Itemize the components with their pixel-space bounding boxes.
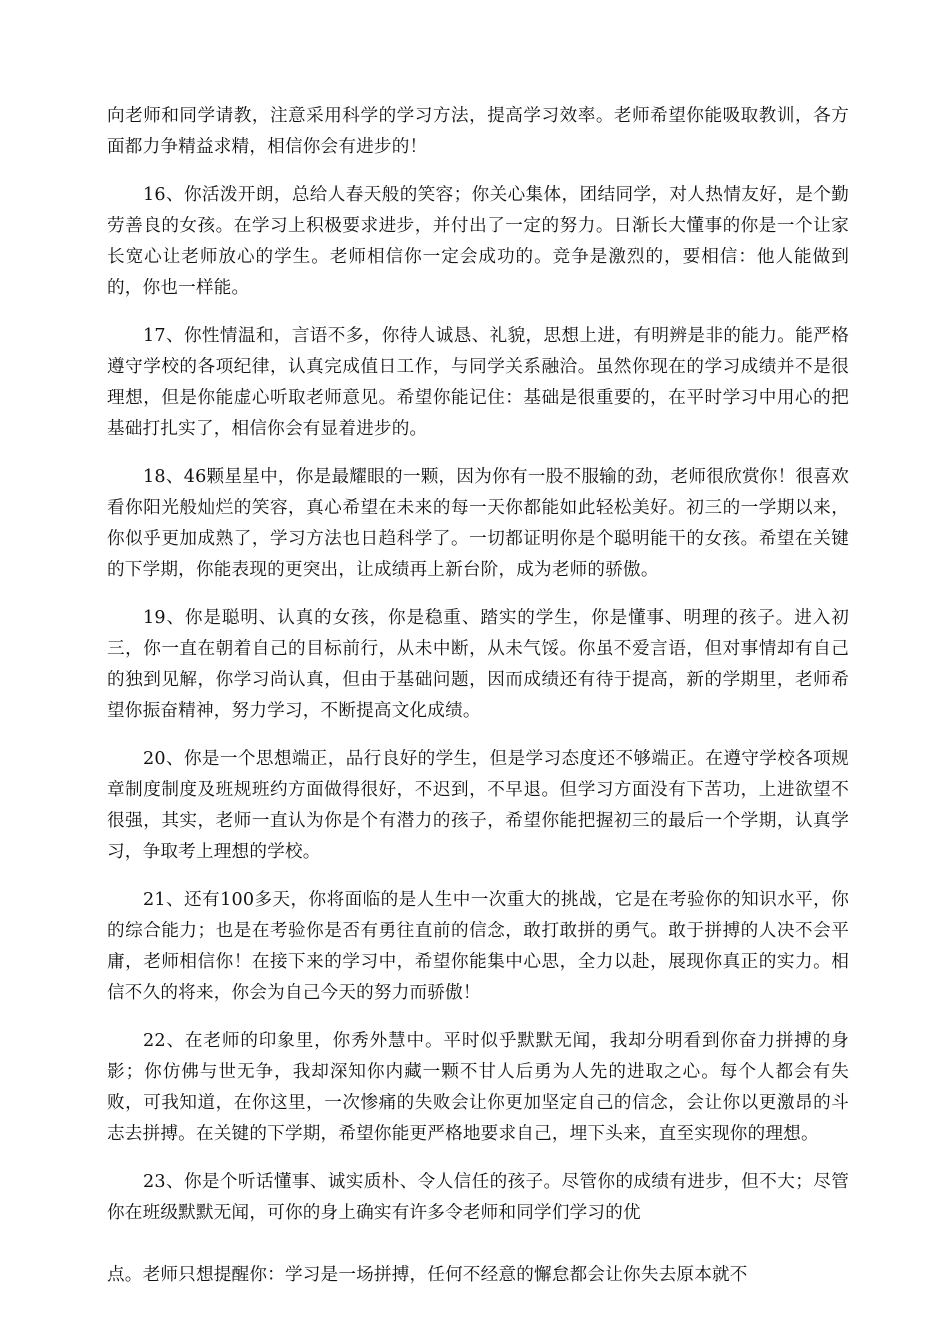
paragraph-23: 23、你是个听话懂事、诚实质朴、令人信任的孩子。尽管你的成绩有进步，但不大；尽管你在班级默默无闻，可你的身上确实有许多令老师和同学们学习的优 bbox=[107, 1172, 849, 1223]
paragraph-19: 19、你是聪明、认真的女孩，你是稳重、踏实的学生，你是懂事、明理的孩子。进入初三，你一直在朝着自己的目标前行，从未中断，从未气馁。你虽不爱言语，但对事情却有自己的独到见解，你学习尚认真，但由于基础问题，因而成绩还有待于提高，新的学期里，老师希望你振奋精神，努力学习，不断提高文化成绩。 bbox=[107, 608, 849, 721]
paragraph-18: 18、46颗星星中，你是最耀眼的一颗，因为你有一股不服输的劲，老师很欣赏你！很喜欢看你阳光般灿烂的笑容，真心希望在未来的每一天你都能如此轻松美好。初三的一学期以来，你似乎更加成熟了，学习方法也日趋科学了。一切都证明你是个聪明能干的女孩。希望在关键的下学期，你能表现的更突出，让成绩再上新台阶，成为老师的骄傲。 bbox=[107, 467, 849, 580]
paragraph-23-continued: 点。老师只想提醒你：学习是一场拼搏，任何不经意的懈怠都会让你失去原本就不 bbox=[107, 1265, 748, 1285]
paragraph-continued: 向老师和同学请教，注意采用科学的学习方法，提高学习效率。老师希望你能吸取教训，各方面都力争精益求精，相信你会有进步的！ bbox=[107, 106, 849, 157]
paragraph-17: 17、你性情温和，言语不多，你待人诚恳、礼貌，思想上进，有明辨是非的能力。能严格遵守学校的各项纪律，认真完成值日工作，与同学关系融洽。虽然你现在的学习成绩并不是很理想，但是你能虚心听取老师意见。希望你能记住：基础是很重要的，在平时学习中用心的把基础打扎实了，相信你会有显着进步的。 bbox=[107, 326, 849, 439]
paragraph-22: 22、在老师的印象里，你秀外慧中。平时似乎默默无闻，我却分明看到你奋力拼搏的身影；你仿佛与世无争，我却深知你内藏一颗不甘人后勇为人先的进取之心。每个人都会有失败，可我知道，在你这里，一次惨痛的失败会让你更加坚定自己的信念，会让你以更激昂的斗志去拼搏。在关键的下学期，希望你能更严格地要求自己，埋下头来，直至实现你的理想。 bbox=[107, 1031, 849, 1144]
paragraph-16: 16、你活泼开朗，总给人春天般的笑容；你关心集体，团结同学，对人热情友好，是个勤劳善良的女孩。在学习上积极要求进步，并付出了一定的努力。日渐长大懂事的你是一个让家长宽心让老师放心的学生。老师相信你一定会成功的。竞争是激烈的，要相信：他人能做到的，你也一样能。 bbox=[107, 185, 849, 298]
paragraph-21: 21、还有100多天，你将面临的是人生中一次重大的挑战，它是在考验你的知识水平，你的综合能力；也是在考验你是否有勇往直前的信念，敢打敢拼的勇气。敢于拼搏的人决不会平庸，老师相信你！在接下来的学习中，希望你能集中心思，全力以赴，展现你真正的实力。相信不久的将来，你会为自己今天的努力而骄傲！ bbox=[107, 890, 849, 1003]
paragraph-20: 20、你是一个思想端正，品行良好的学生，但是学习态度还不够端正。在遵守学校各项规章制度制度及班规班约方面做得很好，不迟到，不早退。但学习方面没有下苦功，上进欲望不很强，其实，老师一直认为你是个有潜力的孩子，希望你能把握初三的最后一个学期，认真学习，争取考上理想的学校。 bbox=[107, 749, 849, 862]
document-body bbox=[107, 101, 849, 1308]
